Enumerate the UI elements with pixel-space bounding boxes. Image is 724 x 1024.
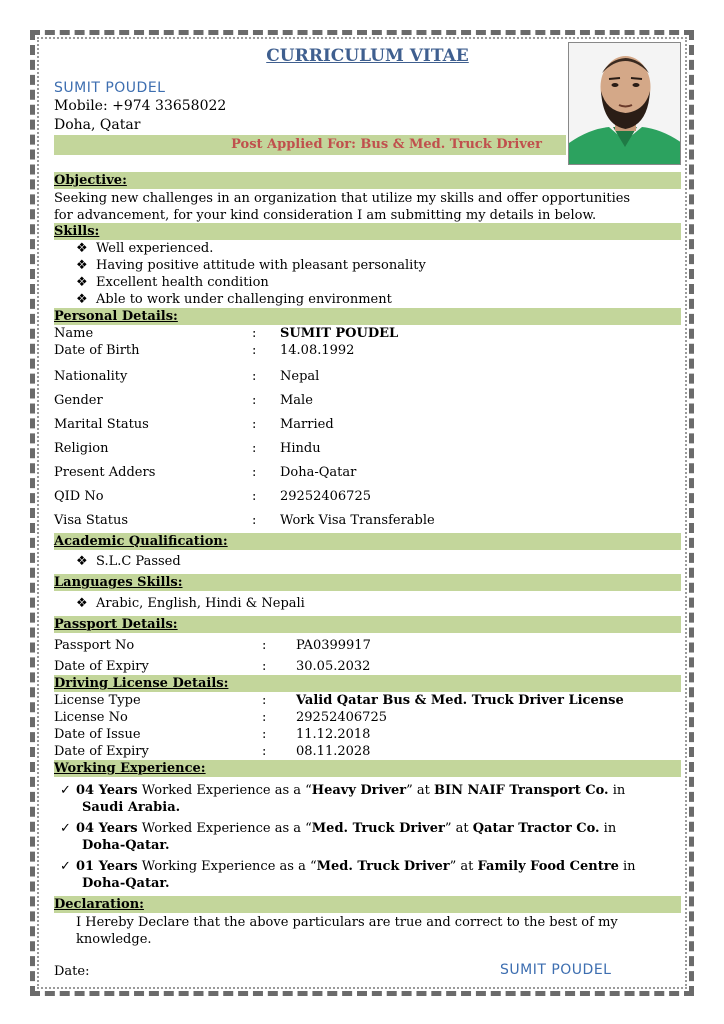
bullet-icon: ❖ (76, 596, 88, 611)
applicant-name: SUMIT POUDEL (54, 80, 166, 96)
date-label: Date: (54, 964, 90, 979)
objective-line-2: for advancement, for your kind consideration I am submitting my details in below. (54, 208, 597, 223)
section-objective: Objective: (54, 172, 681, 189)
bullet-icon: ❖ (76, 292, 88, 307)
list-item: ❖ Well experienced. (76, 241, 214, 256)
bullet-icon: ❖ (76, 258, 88, 273)
list-item: ❖ Excellent health condition (76, 275, 269, 290)
declaration-line-2: knowledge. (76, 932, 152, 947)
list-item: ❖ Able to work under challenging environment (76, 292, 392, 307)
section-working-experience: Working Experience: (54, 760, 681, 777)
profile-photo (568, 42, 681, 165)
mobile-number: Mobile: +974 33658022 (54, 98, 227, 114)
list-item: ❖ Having positive attitude with pleasant personality (76, 258, 426, 273)
objective-line-1: Seeking new challenges in an organization that utilize my skills and offer opportunities (54, 191, 631, 206)
check-icon: ✓ (60, 859, 71, 874)
post-applied-banner: Post Applied For: Bus & Med. Truck Driver (54, 135, 566, 155)
location: Doha, Qatar (54, 117, 141, 133)
section-passport: Passport Details: (54, 616, 681, 633)
bullet-icon: ❖ (76, 275, 88, 290)
section-driving-license: Driving License Details: (54, 675, 681, 692)
check-icon: ✓ (60, 783, 71, 798)
list-item: ❖ S.L.C Passed (76, 554, 181, 569)
declaration-line-1: I Hereby Declare that the above particulars are true and correct to the best of my (76, 915, 618, 930)
cv-document: CURRICULUM VITAE SUMIT POUDEL Mobile: +974 33658022 Doha, Qatar Post Applied For: Bus & Med. Truck Driver Objective: Seeking new challenges in an organization that utilize my skills and offer opportunities for advancement, for your kind consideration I am submitting my details in below. Skills: ❖ Well experienced. ❖ Having positive attitude with pleasant personality ❖ Excellent health condition ❖ Able to work under challenging environment Personal Details: Name : SUMIT POUDEL Date of Birth : 14.08.1992 Nationality : Nepal Gender : Male Marital Status : Married Religion : Hindu Present Adders : Doha-Qatar QID No : 29252406725 Visa Status : Work Visa Transferable Academic Qualification: ❖ S.L.C Passed Languages Skills: ❖ Arabic, English, Hindi & Nepali Passport Details: Passport No : PA0399917 Date of Expiry : 30.05.2032 Driving License Details: License Type : Valid Qatar Bus & Med. Truck Driver License License No : 29252406725 Date of Issue : 11.12.2018 Date of Expiry : 08.11.2028 Working Experience: ✓ 04 Years Worked Experience as a “Heavy Driver” at BIN NAIF Transport Co. in Saudi Arabia. ✓ 04 Years Worked Experience as a “Med. Truck Driver” at Qatar Tractor Co. in Doha-Qatar. ✓ 01 Years Working Experience as a “Med. Truck Driver” at Family Food Centre in Doha-Qatar. Declaration: I Hereby Declare that the above particulars are true and correct to the best of my knowledge. Date: SUMIT POUDEL (54, 42, 681, 987)
signature-name: SUMIT POUDEL (500, 962, 612, 978)
page-title: CURRICULUM VITAE (266, 46, 469, 66)
bullet-icon: ❖ (76, 241, 88, 256)
check-icon: ✓ (60, 821, 71, 836)
section-skills: Skills: (54, 223, 681, 240)
section-personal-details: Personal Details: (54, 308, 681, 325)
section-academic: Academic Qualification: (54, 533, 681, 550)
bullet-icon: ❖ (76, 554, 88, 569)
section-languages: Languages Skills: (54, 574, 681, 591)
section-declaration: Declaration: (54, 896, 681, 913)
list-item: ❖ Arabic, English, Hindi & Nepali (76, 596, 305, 611)
